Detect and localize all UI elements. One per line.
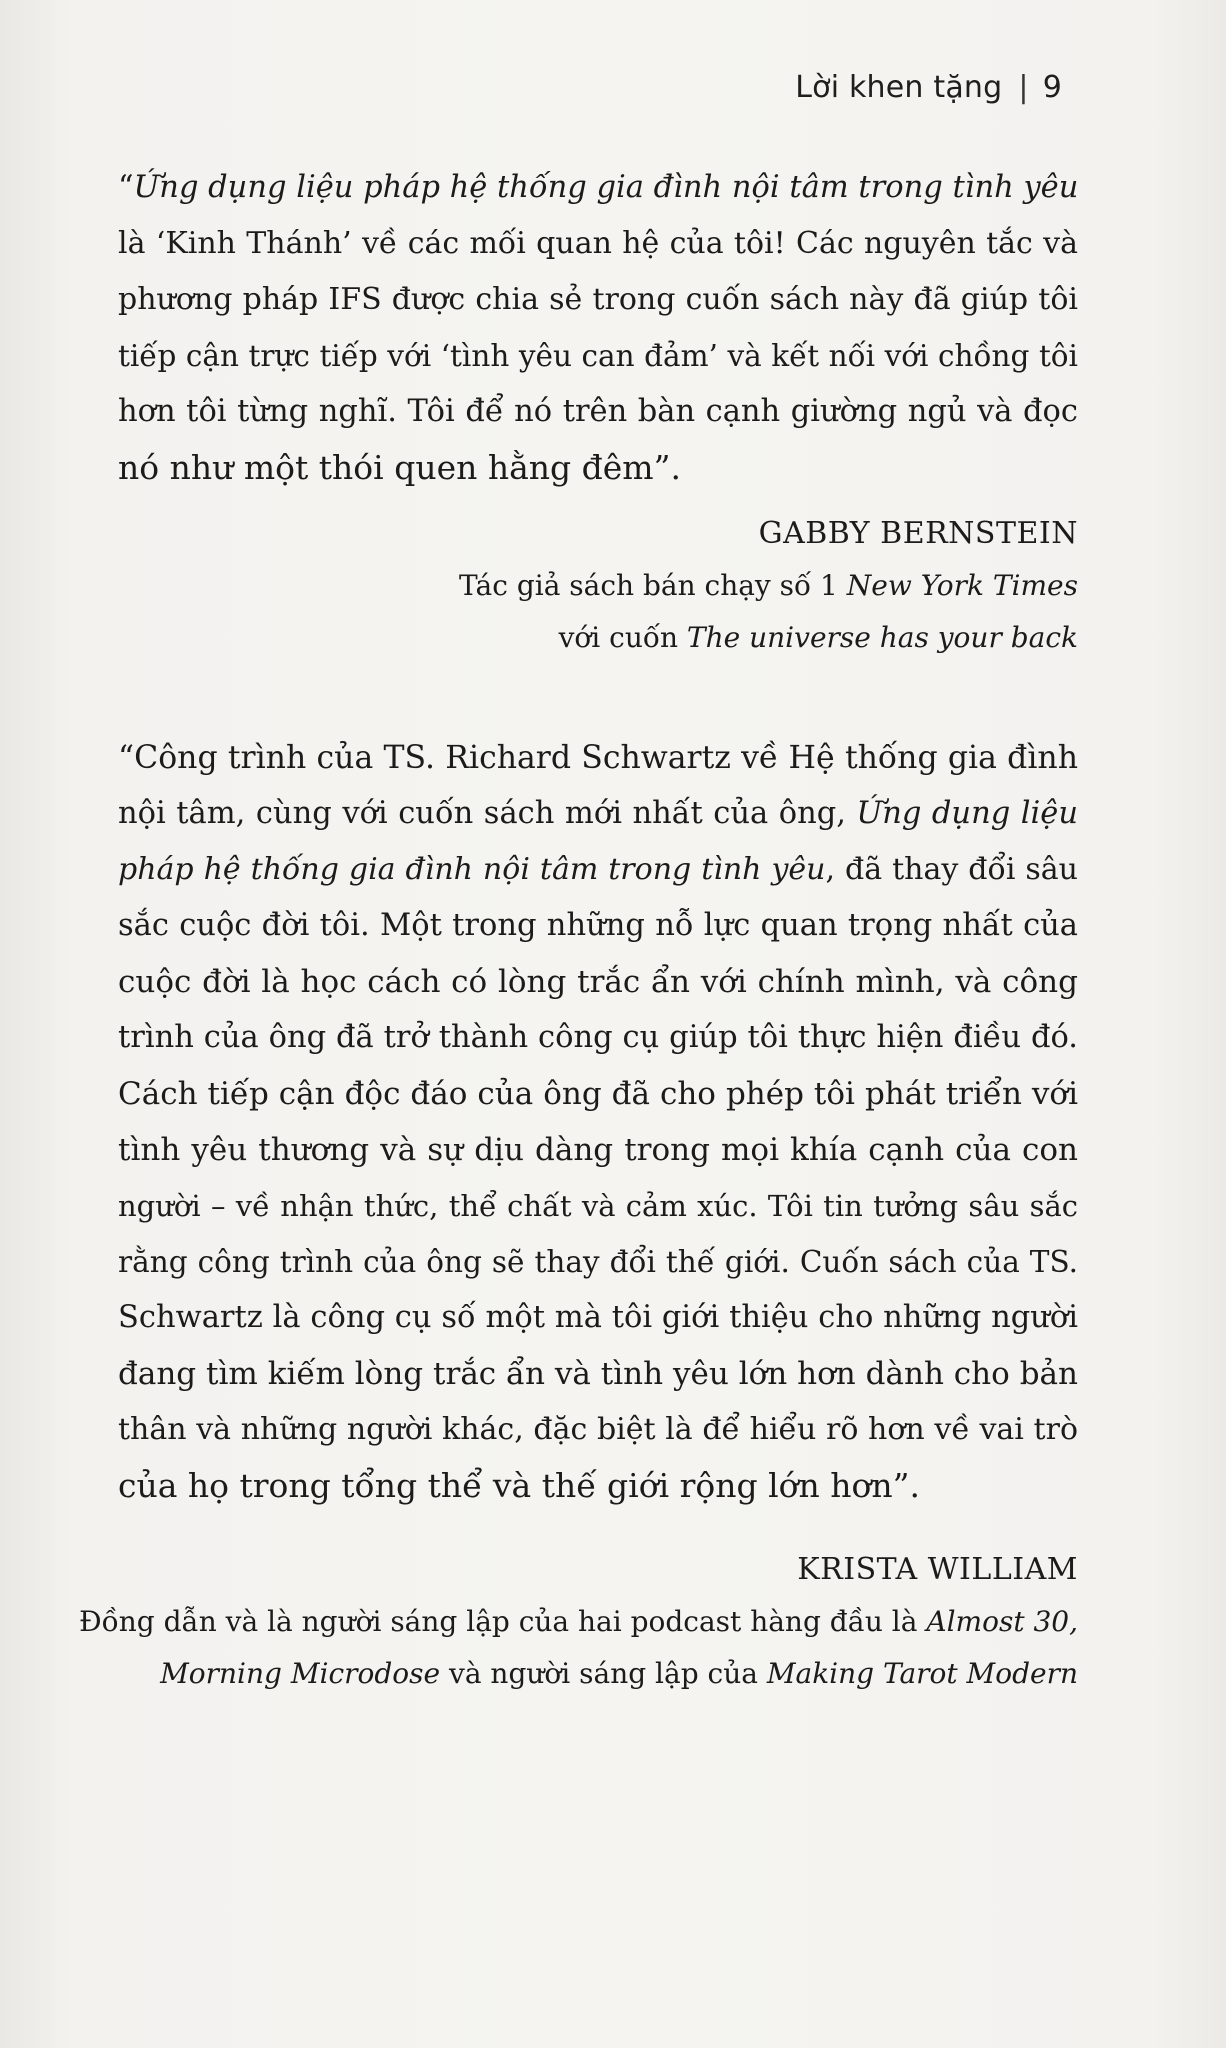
quote-line: trình của ông đã trở thành công cụ giúp tôi thực hiện điều đó. (118, 1020, 1078, 1055)
quote-line: hơn tôi từng nghĩ. Tôi để nó trên bàn cạnh giường ngủ và đọc (118, 394, 1078, 429)
quote-line: Cách tiếp cận độc đáo của ông đã cho phép tôi phát triển với (118, 1076, 1078, 1112)
testimonial-quote-1 (118, 160, 1078, 496)
quote-line: Schwartz là công cụ số một mà tôi giới thiệu cho những người (118, 1300, 1078, 1335)
quote-line: là ‘Kinh Thánh’ về các mối quan hệ của tôi! Các nguyên tắc và (118, 226, 1078, 261)
quote-line: tiếp cận trực tiếp với ‘tình yêu can đảm’ và kết nối với chồng tôi (118, 339, 1078, 373)
author-role-line: Morning Microdose và người sáng lập của Making Tarot Modern (160, 1657, 1078, 1690)
quote-line: nội tâm, cùng với cuốn sách mới nhất của ông, Ứng dụng liệu (118, 796, 1078, 831)
author-name: KRISTA WILLIAM (797, 1552, 1078, 1587)
page-number: 9 (1042, 70, 1062, 105)
quote-line: tình yêu thương và sự dịu dàng trong mọi khía cạnh của con (118, 1132, 1078, 1168)
quote-line: “Ứng dụng liệu pháp hệ thống gia đình nội tâm trong tình yêu (118, 170, 1079, 205)
chapter-title: Lời khen tặng (795, 70, 1003, 105)
quote-line: người – về nhận thức, thể chất và cảm xúc. Tôi tin tưởng sâu sắc (118, 1189, 1078, 1223)
quote-line: phương pháp IFS được chia sẻ trong cuốn sách này đã giúp tôi (118, 282, 1078, 317)
author-role-line: Tác giả sách bán chạy số 1 New York Times (459, 569, 1078, 602)
attribution-2 (79, 1544, 1078, 1700)
quote-line: đang tìm kiếm lòng trắc ẩn và tình yêu lớn hơn dành cho bản (118, 1356, 1078, 1392)
author-role-line: với cuốn The universe has your back (558, 621, 1078, 654)
quote-line: sắc cuộc đời tôi. Một trong những nỗ lực quan trọng nhất của (118, 908, 1078, 943)
quote-line: của họ trong tổng thể và thế giới rộng lớn hơn”. (118, 1466, 921, 1505)
quote-line: “Công trình của TS. Richard Schwartz về Hệ thống gia đình (118, 740, 1078, 776)
running-header (795, 70, 1062, 105)
quote-line: pháp hệ thống gia đình nội tâm trong tình yêu, đã thay đổi sâu (118, 852, 1078, 887)
testimonial-quote-2 (118, 730, 1078, 1514)
author-name: GABBY BERNSTEIN (758, 516, 1078, 551)
attribution-1 (459, 508, 1078, 664)
author-role-line: Đồng dẫn và là người sáng lập của hai podcast hàng đầu là Almost 30, (79, 1605, 1078, 1638)
quote-line: cuộc đời là học cách có lòng trắc ẩn với chính mình, và công (118, 964, 1078, 1000)
quote-line: nó như một thói quen hằng đêm”. (118, 448, 681, 487)
header-separator: | (1018, 70, 1029, 105)
quote-line: rằng công trình của ông sẽ thay đổi thế giới. Cuốn sách của TS. (118, 1245, 1078, 1279)
quote-line: thân và những người khác, đặc biệt là để hiểu rõ hơn về vai trò (118, 1412, 1078, 1447)
